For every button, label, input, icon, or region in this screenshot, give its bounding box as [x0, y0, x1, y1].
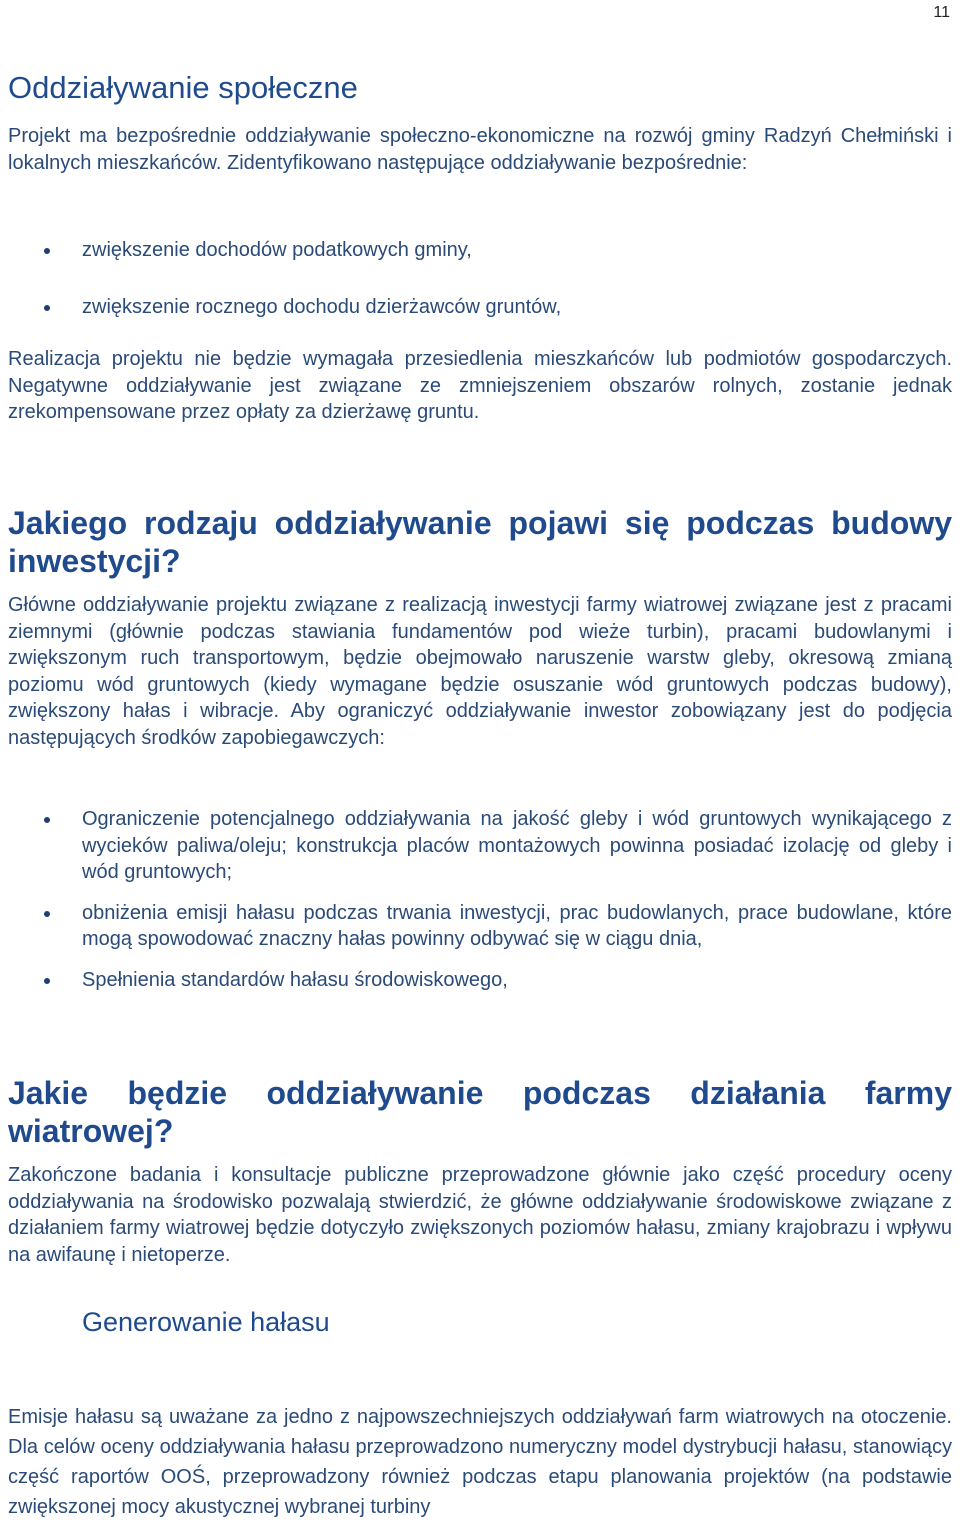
resettlement-paragraph: Realizacja projektu nie będzie wymagała przesiedlenia mieszkańców lub podmiotów gospodarczych. Negatywne oddziaływanie jest związane ze zmniejszeniem obszarów rolnych, zostanie jednak zrekompensowane przez opłaty za dzierżawę gruntu. [8, 348, 952, 424]
section-title-construction-impact: Jakiego rodzaju oddziaływanie pojawi się podczas budowy inwestycji? [8, 505, 952, 579]
list-item-text: zwiększenie dochodów podatkowych gminy, [82, 239, 472, 261]
list-item [0, 237, 952, 264]
list-item-text: obniżenia emisji hałasu podczas trwania inwestycji, prac budowlanych, prace budowlane, które mogą spowodować znaczny hałas powinny odbywać się w ciągu dnia, [82, 901, 952, 951]
bullet-icon [44, 911, 50, 917]
bullet-icon [44, 248, 50, 254]
list-item [0, 900, 952, 953]
bullet-icon [44, 817, 50, 823]
section-title-operation-impact: Jakie będzie oddziaływanie podczas działania farmy wiatrowej? [8, 1075, 952, 1149]
list-item-text: Ograniczenie potencjalnego oddziaływania na jakość gleby i wód gruntowych wynikającego z wycieków paliwa/oleju; konstrukcja placów montażowych powinna posiadać izolację od gleby i wód gruntowych; [82, 808, 952, 884]
list-item [0, 294, 952, 321]
noise-paragraph: Emisje hałasu są uważane za jedno z najpowszechniejszych oddziaływań farm wiatrowych na otoczenie. Dla celów oceny oddziaływania hałasu przeprowadzono numeryczny model dystrybucji hałasu, stanowiący część raportów OOŚ, przeprowadzony również podczas etapu planowania projektów (na podstawie zwiększonej mocy akustycznej wybranej turbiny [8, 1406, 952, 1518]
bullet-icon [44, 305, 50, 311]
preventive-measures-list [0, 806, 952, 994]
list-item-text: Spełnienia standardów hałasu środowiskowego, [82, 968, 508, 991]
construction-paragraph: Główne oddziaływanie projektu związane z realizacją inwestycji farmy wiatrowej związane jest z pracami ziemnymi (głównie podczas stawiania fundamentów pod wieże turbin), pracami budowlanymi i zwiększonym ruch transportowym, będzie obejmowało naruszenie warstw gleby, okresową zmianą poziomu wód gruntowych (kiedy wymagane będzie osuszanie wód gruntowych podczas budowy), zwiększony hałas i wibracje. Aby ograniczyć oddziaływanie inwestor zobowiązany jest do podjęcia następujących środków zapobiegawczych: [8, 594, 952, 749]
bullet-icon [44, 978, 50, 984]
section-title-social-impact: Oddziaływanie społeczne [8, 70, 358, 105]
direct-impact-list [0, 237, 952, 320]
intro-paragraph: Projekt ma bezpośrednie oddziaływanie społeczno-ekonomiczne na rozwój gminy Radzyń Chełmiński i lokalnych mieszkańców. Zidentyfikowano następujące oddziaływanie bezpośrednie: [8, 125, 952, 174]
operation-paragraph: Zakończone badania i konsultacje publiczne przeprowadzone głównie jako część procedury oceny oddziaływania na środowisko pozwalają stwierdzić, że główne oddziaływanie środowiskowe związane z działaniem farmy wiatrowej będzie dotyczyło zwiększonych poziomów hałasu, zmiany krajobrazu i wpływu na awifaunę i nietoperze. [8, 1164, 952, 1266]
list-item-text: zwiększenie rocznego dochodu dzierżawców gruntów, [82, 295, 562, 318]
list-item [0, 806, 952, 886]
list-item [0, 967, 952, 994]
section-title-noise: Generowanie hałasu [82, 1307, 330, 1337]
page-number: 11 [933, 4, 950, 21]
